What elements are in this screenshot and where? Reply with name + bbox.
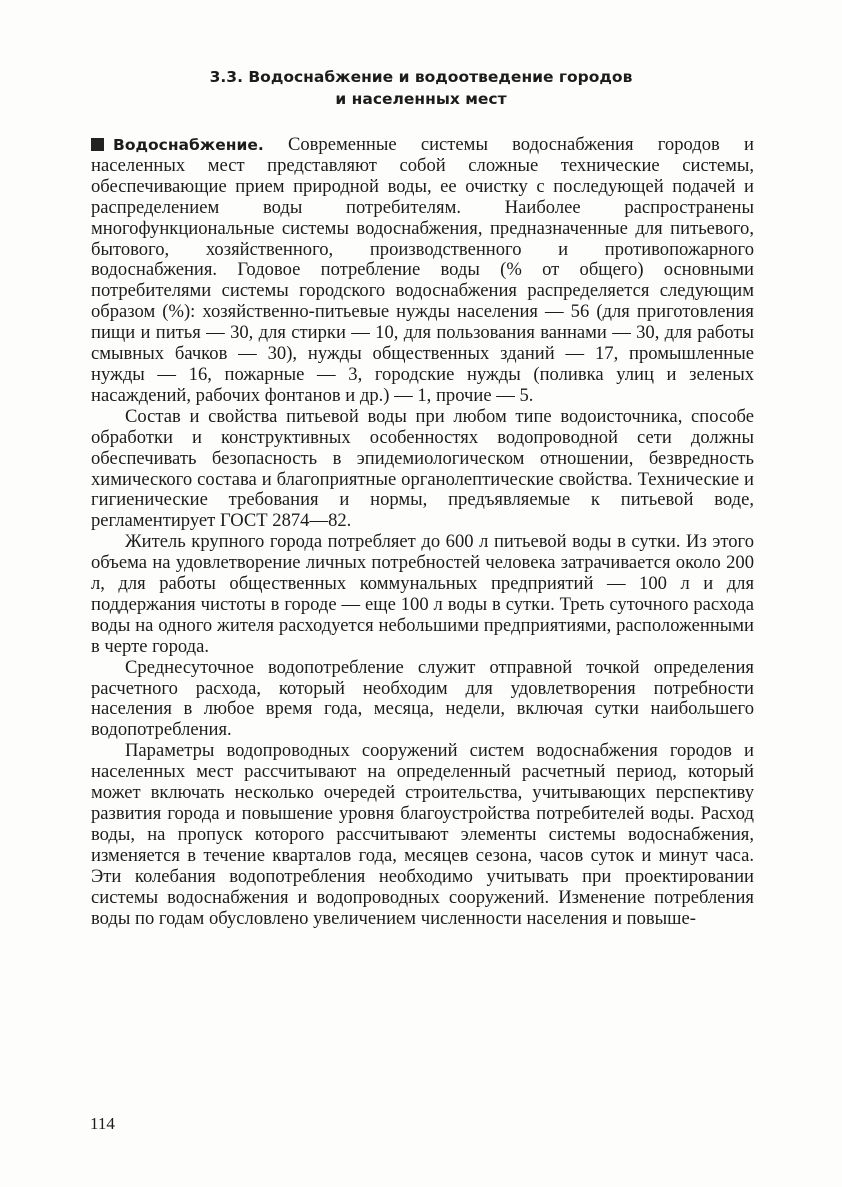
paragraph-water-quality: Состав и свойства питьевой воды при любом типе водоисточника, способе обработки и конструктивных особенностях водопроводной сети должны обеспечивать безопасность в эпидемиологическом отношении, безвредность химического состава и благоприятные органолептические свойства. Технические и гигиенические требования и нормы, предъявляемые к питьевой воде, регламентирует ГОСТ 2874—82.: [91, 405, 754, 532]
section-heading-line-1: 3.3. Водоснабжение и водоотведение городов: [209, 68, 633, 86]
section-heading: [90, 66, 752, 110]
section-heading-line-2: и населенных мест: [335, 90, 507, 108]
paragraph-parameters: Параметры водопроводных сооружений систем водоснабжения городов и населенных мест рассчитывают на определенный расчетный период, который может включать несколько очередей строительства, учитывающих перспективу развития города и повышение уровня благоустройства потребителей воды. Расход воды, на пропуск которого рассчитывают элементы системы водоснабжения, изменяется в течение кварталов года, месяцев сезона, часов суток и минут часа. Эти колебания водопотребления необходимо учитывать при проектировании системы водоснабжения и водопроводных сооружений. Изменение потребления воды по годам обусловлено увеличением численности населения и повыше-: [91, 740, 754, 929]
paragraph-average-consumption: Среднесуточное водопотребление служит отправной точкой определения расчетного расхода, который необходим для удовлетворения потребности населения в любое время года, месяца, недели, включая сутки наибольшего водопотребления.: [91, 656, 754, 741]
body-text: [91, 135, 754, 929]
paragraph-lead: Водоснабжение.: [113, 136, 264, 154]
paragraph-1-text: Современные системы водоснабжения городов и населенных мест представляют собой сложные технические системы, обеспечивающие прием природной воды, ее очистку с последующей подачей и распределением воды потребителям. Наиболее распространены многофункциональные системы водоснабжения, предназначенные для питьевого, бытового, хозяйственного, производственного и противопожарного водоснабжения. Годовое потребление воды (% от общего) основными потребителями системы городского водоснабжения распределяется следующим образом (%): хозяйственно-питьевые нужды населения — 56 (для приготовления пищи и питья — 30, для стирки — 10, для пользования ваннами — 30, для работы смывных бачков — 30), нужды общественных зданий — 17, промышленные нужды — 16, пожарные — 3, городские нужды (поливка улиц и зеленых насаждений, рабочих фонтанов и др.) — 1, прочие — 5.: [91, 134, 754, 406]
paragraph-water-supply: [91, 135, 754, 407]
square-bullet-icon: [91, 138, 104, 151]
paragraph-consumption: Житель крупного города потребляет до 600 л питьевой воды в сутки. Из этого объема на удовлетворение личных потребностей человека затрачивается около 200 л, для работы общественных коммунальных предприятий — 100 л и для поддержания чистоты в городе — еще 100 л воды в сутки. Треть суточного расхода воды на одного жителя расходуется небольшими предприятиями, расположенными в черте города.: [91, 531, 754, 657]
page-number: 114: [90, 1114, 115, 1133]
